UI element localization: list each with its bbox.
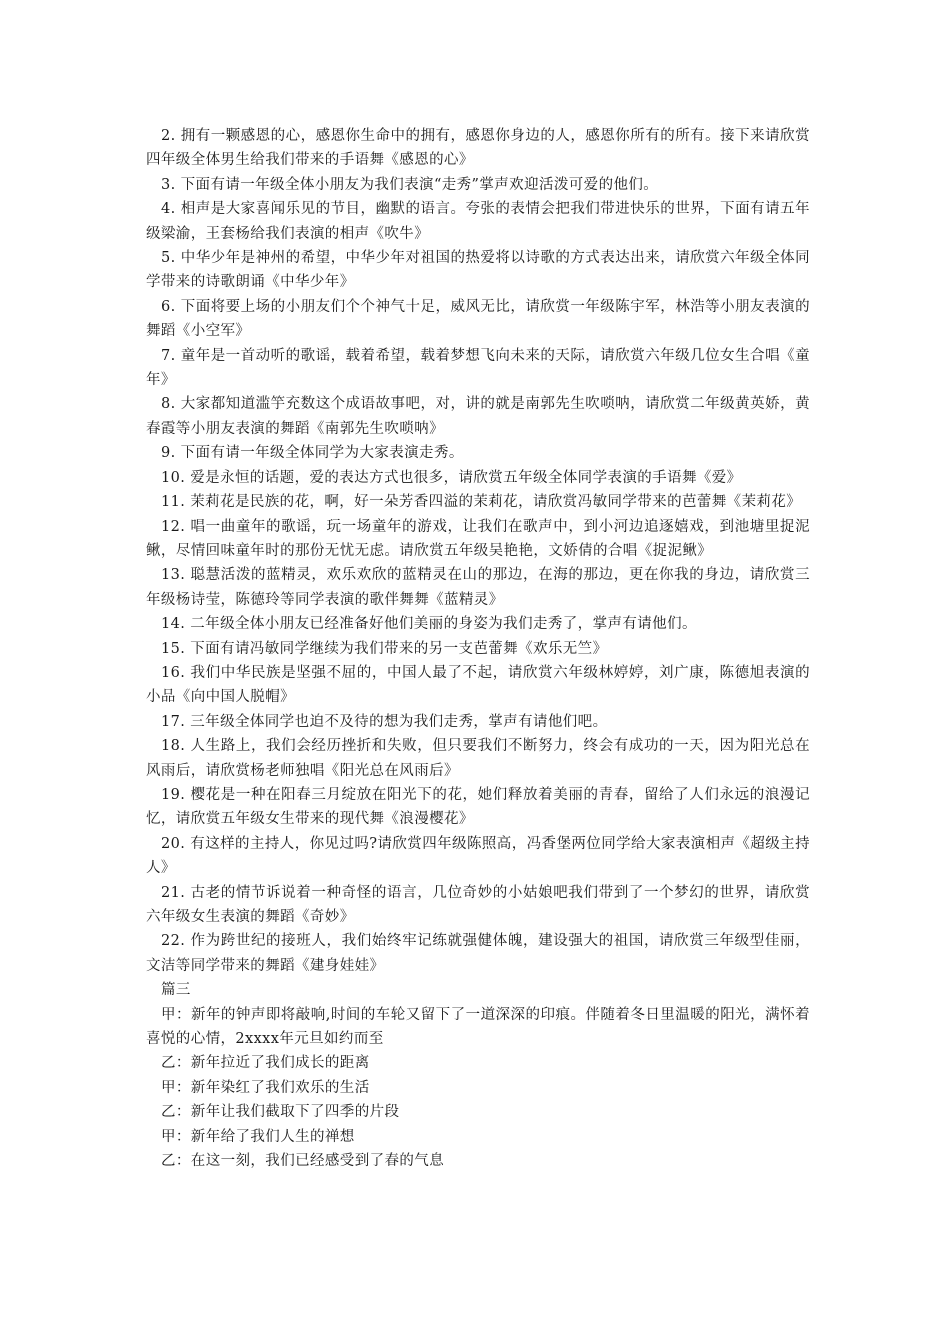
paragraph-item-13: 13. 聪慧活泼的蓝精灵，欢乐欢欣的蓝精灵在山的那边，在海的那边，更在你我的身边，请欣赏三年级杨诗莹，陈德玲等同学表演的歌伴舞舞《蓝精灵》 (146, 567, 810, 608)
paragraph-item-9: 9. 下面有请一年级全体同学为大家表演走秀。 (161, 445, 464, 462)
paragraph-item-18: 18. 人生路上，我们会经历挫折和失败，但只要我们不断努力，终会有成功的一天，因为阳光总在风雨后，请欣赏杨老师独唱《阳光总在风雨后》 (146, 738, 810, 779)
paragraph-item-10: 10. 爱是永恒的话题，爱的表达方式也很多，请欣赏五年级全体同学表演的手语舞《爱》 (161, 469, 742, 486)
dialogue-line: 乙：新年拉近了我们成长的距离 (161, 1055, 370, 1072)
paragraph-item-16: 16. 我们中华民族是坚强不屈的，中国人最了不起，请欣赏六年级林婷婷，刘广康，陈德旭表演的小品《向中国人脱帽》 (146, 664, 810, 706)
dialogue-line: 甲：新年给了我们人生的禅想 (161, 1128, 355, 1145)
paragraph-item-12: 12. 唱一曲童年的歌谣，玩一场童年的游戏，让我们在歌声中，到小河边追逐嬉戏，到池塘里捉泥鳅，尽情回味童年时的那份无忧无虑。请欣赏五年级吴艳艳，文娇倩的合唱《捉泥鳅》 (146, 518, 810, 559)
paragraph-item-11: 11. 茉莉花是民族的花，啊，好一朵芳香四溢的茉莉花，请欣赏冯敏同学带来的芭蕾舞《茉莉花》 (161, 494, 802, 511)
paragraph-item-2: 2. 拥有一颗感恩的心，感恩你生命中的拥有，感恩你身边的人，感恩你所有的所有。接下来请欣赏四年级全体男生给我们带来的手语舞《感恩的心》 (146, 128, 810, 169)
paragraph-item-19: 19. 樱花是一种在阳春三月绽放在阳光下的花，她们释放着美丽的青春，留给了人们永远的浪漫记忆，请欣赏五年级女生带来的现代舞《浪漫樱花》 (146, 786, 810, 828)
paragraph-item-21: 21. 古老的情节诉说着一种奇怪的语言，几位奇妙的小姑娘吧我们带到了一个梦幻的世界，请欣赏六年级女生表演的舞蹈《奇妙》 (146, 884, 810, 925)
paragraph-item-5: 5. 中华少年是神州的希望，中华少年对祖国的热爱将以诗歌的方式表达出来，请欣赏六年级全体同学带来的诗歌朗诵《中华少年》 (146, 250, 810, 291)
paragraph-item-8: 8. 大家都知道滥竽充数这个成语故事吧，对，讲的就是南郭先生吹唢呐，请欣赏二年级黄英娇，黄春霞等小朋友表演的舞蹈《南郭先生吹唢呐》 (146, 396, 810, 437)
paragraph-item-7: 7. 童年是一首动听的歌谣，载着希望，载着梦想飞向未来的天际，请欣赏六年级几位女生合唱《童年》 (146, 347, 810, 389)
paragraph-item-15: 15. 下面有请冯敏同学继续为我们带来的另一支芭蕾舞《欢乐无竺》 (161, 640, 608, 657)
paragraph-item-6: 6. 下面将要上场的小朋友们个个神气十足，威风无比，请欣赏一年级陈宇军，林浩等小朋友表演的舞蹈《小空军》 (146, 298, 810, 340)
paragraph-item-20: 20. 有这样的主持人，你见过吗?请欣赏四年级陈照高，冯香堡两位同学给大家表演相声《超级主持人》 (146, 835, 810, 877)
dialogue-line: 甲：新年的钟声即将敲响,时间的车轮又留下了一道深深的印痕。伴随着冬日里温暖的阳光，满怀着喜悦的心情，2xxxx年元旦如约而至 (146, 1006, 810, 1048)
paragraph-item-4: 4. 相声是大家喜闻乐见的节目，幽默的语言。夸张的表情会把我们带进快乐的世界，下面有请五年级梁渝，王套杨给我们表演的相声《吹牛》 (146, 201, 810, 242)
dialogue-line: 甲：新年染红了我们欢乐的生活 (161, 1079, 370, 1096)
paragraph-item-22: 22. 作为跨世纪的接班人，我们始终牢记练就强健体魄，建设强大的祖国，请欣赏三年级型佳丽，文洁等同学带来的舞蹈《建身娃娃》 (146, 933, 810, 974)
document-body (146, 124, 810, 1173)
dialogue-line: 乙：在这一刻，我们已经感受到了春的气息 (161, 1153, 445, 1170)
paragraph-item-14: 14. 二年级全体小朋友已经准备好他们美丽的身姿为我们走秀了，掌声有请他们。 (161, 616, 697, 633)
dialogue-line: 乙：新年让我们截取下了四季的片段 (161, 1104, 400, 1121)
section-heading: 篇三 (161, 982, 191, 999)
paragraph-item-3: 3. 下面有请一年级全体小朋友为我们表演“走秀”掌声欢迎活泼可爱的他们。 (161, 176, 659, 193)
paragraph-item-17: 17. 三年级全体同学也迫不及待的想为我们走秀，掌声有请他们吧。 (161, 713, 608, 730)
